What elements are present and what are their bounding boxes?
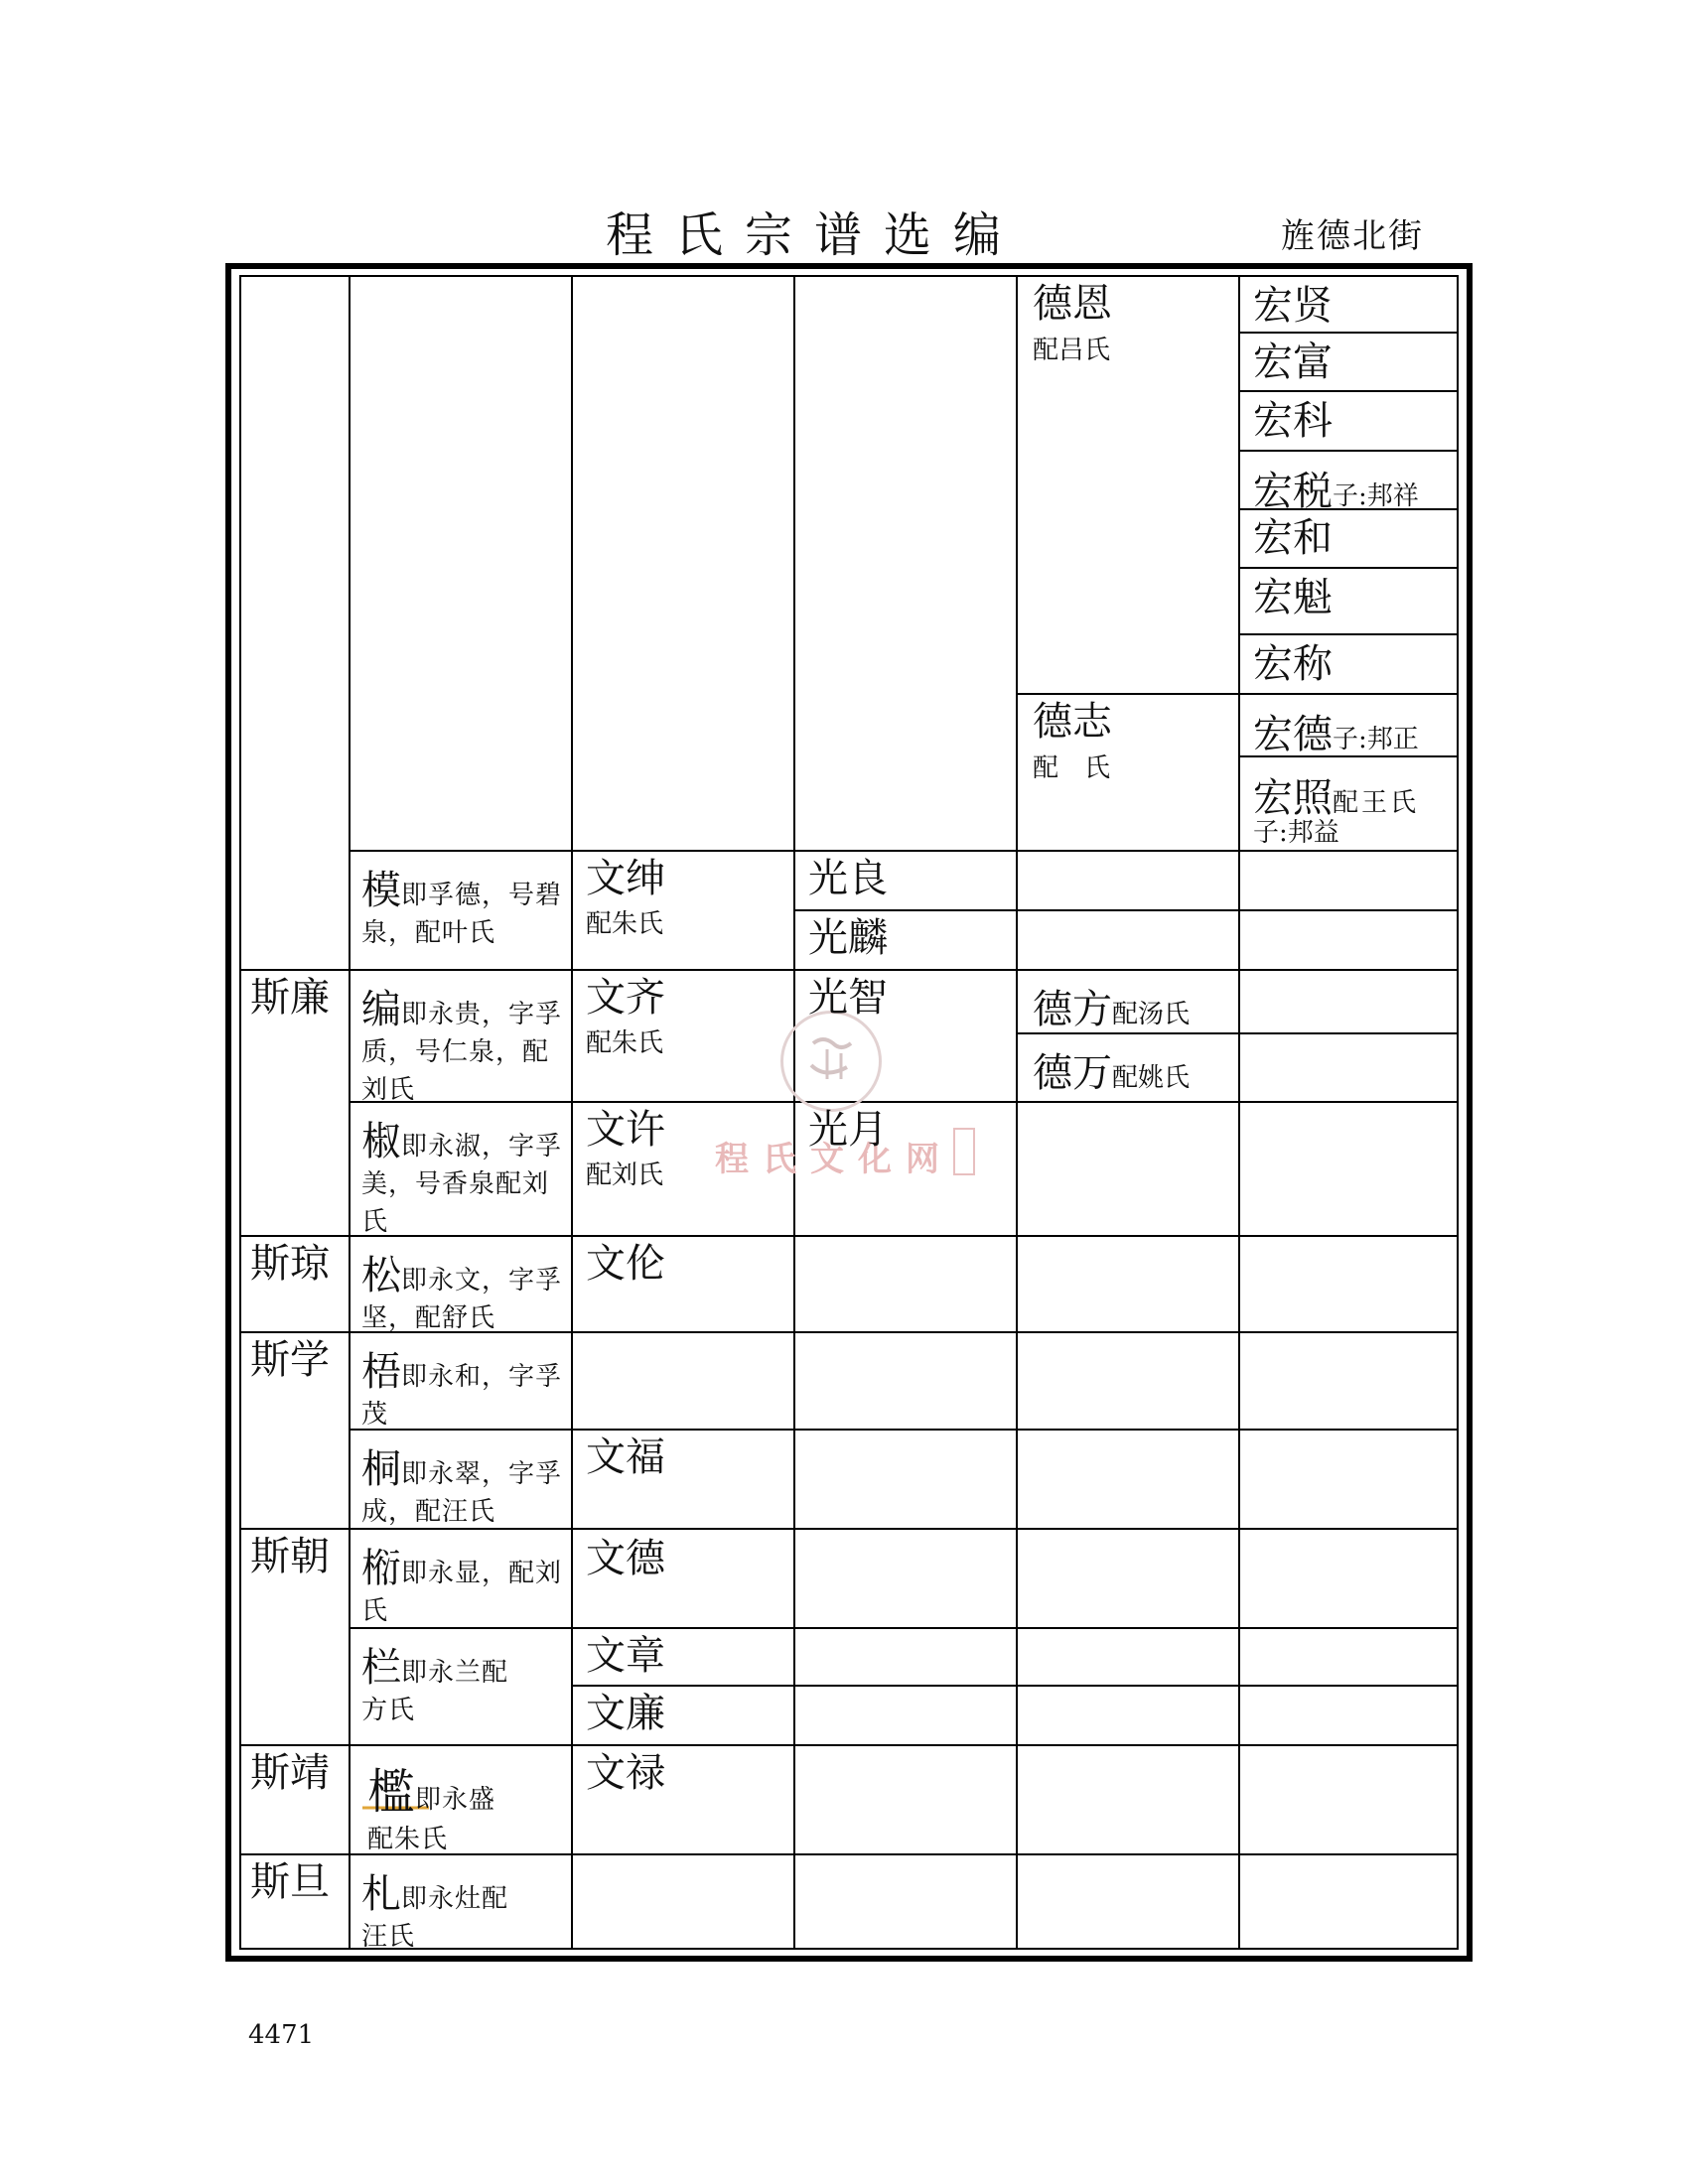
gen2-song [361, 1244, 564, 1338]
person-note: 即永文，字孚坚，配舒氏 [361, 1266, 563, 1333]
gen2-mo [361, 859, 564, 953]
person-note: 即永贵，字孚质，号仁泉，配刘氏 [361, 1000, 563, 1105]
gen3-wenxu-note: 配刘氏 [586, 1160, 664, 1190]
person-name: 宏德 [1253, 712, 1333, 757]
person-note: 子:邦祥 [1333, 481, 1419, 511]
gen1-sidan: 斯旦 [250, 1859, 330, 1905]
gen4-guangzhi: 光智 [808, 975, 888, 1021]
gen3-wenshen: 文绅 [586, 856, 665, 901]
gen6-hongshui [1253, 460, 1419, 516]
gen6-hongke: 宏科 [1253, 398, 1333, 444]
gen2-shu [361, 1110, 564, 1241]
gen6-hongzhao [1253, 766, 1419, 823]
person-note: 即永淑，字孚美，号香泉配刘氏 [361, 1132, 563, 1237]
watermark-text: 程氏文化网 [715, 1140, 953, 1179]
watermark-stamp-icon [953, 1128, 975, 1175]
gen2-wu [361, 1340, 564, 1434]
gen4-guangyue: 光月 [808, 1107, 888, 1153]
person-name: 模 [361, 868, 401, 913]
person-note: 即永和，字孚茂 [361, 1362, 563, 1430]
gen1-silian: 斯廉 [250, 975, 330, 1021]
gen3-wenxu: 文许 [586, 1107, 665, 1153]
page-title: 程氏宗谱选编 [606, 207, 1024, 263]
gen6-hongfu: 宏富 [1253, 340, 1333, 385]
person-name: 宏税 [1253, 469, 1333, 514]
page-subtitle: 旌德北街 [1281, 216, 1424, 256]
person-name: 德万 [1033, 1050, 1112, 1096]
gen3-wenlu: 文禄 [586, 1750, 665, 1796]
person-name: 德方 [1033, 987, 1112, 1032]
gen3-wenlun: 文伦 [586, 1241, 665, 1287]
person-name: 宏照 [1253, 775, 1333, 821]
gen3-wende: 文德 [586, 1536, 665, 1581]
gen6-hongcheng: 宏称 [1253, 641, 1333, 687]
gen6-hongzhao-son: 子:邦益 [1253, 818, 1339, 848]
gen5-deen: 德恩 [1033, 281, 1112, 327]
person-name: 梧 [361, 1349, 401, 1395]
person-name: 檻 [367, 1764, 416, 1820]
gen1-siqiong: 斯琼 [250, 1241, 330, 1287]
watermark-seal-icon [780, 1011, 882, 1112]
gen3-wenqi-note: 配朱氏 [586, 1028, 664, 1058]
gen2-xian [361, 1537, 564, 1631]
gen4-guanglin: 光麟 [808, 915, 888, 961]
gen1-sijing: 斯靖 [250, 1750, 330, 1796]
gen5-dezhi: 德志 [1033, 699, 1112, 745]
page-number: 4471 [248, 2020, 315, 2050]
gen1-sixue: 斯学 [250, 1337, 330, 1383]
gen3-wenshen-note: 配朱氏 [586, 909, 664, 939]
person-name: 编 [361, 987, 401, 1032]
person-name: 栏 [361, 1645, 401, 1691]
gen6-hongxian: 宏贤 [1253, 283, 1333, 329]
person-note: 即孚德，号碧泉，配叶氏 [361, 881, 563, 948]
gen3-wenzhang: 文章 [586, 1633, 665, 1679]
gen2-tong [361, 1437, 564, 1532]
gen5-defang [1033, 978, 1190, 1034]
gen2-sheng [367, 1753, 516, 1859]
gen6-honghe: 宏和 [1253, 515, 1333, 561]
gen3-wenqi: 文齐 [586, 975, 665, 1021]
person-note: 配汤氏 [1112, 1000, 1191, 1029]
gen6-hongde [1253, 703, 1419, 759]
gen4-guangliang: 光良 [808, 856, 888, 901]
gen5-dewan [1033, 1041, 1190, 1098]
person-name: 札 [361, 1871, 401, 1917]
person-note: 即永盛配朱氏 [367, 1785, 496, 1854]
person-note: 配王氏 [1333, 788, 1420, 818]
gen2-bian [361, 978, 564, 1109]
gen3-wenfu: 文福 [586, 1434, 665, 1480]
person-name: 桐 [361, 1446, 401, 1492]
person-name: 椼 [361, 1546, 401, 1591]
gen5-deen-note: 配吕氏 [1033, 336, 1111, 365]
person-note: 即永翠，字孚成，配汪氏 [361, 1459, 563, 1527]
person-name: 松 [361, 1253, 401, 1298]
gen2-lan [361, 1636, 510, 1730]
person-note: 即永灶配汪氏 [361, 1884, 509, 1952]
person-note: 即永显，配刘氏 [361, 1559, 563, 1626]
person-note: 子:邦正 [1333, 725, 1419, 754]
gen1-sichao: 斯朝 [250, 1534, 330, 1579]
gen5-dezhi-note: 配 氏 [1033, 753, 1111, 783]
person-note: 配姚氏 [1112, 1063, 1191, 1093]
gen6-hongkui: 宏魁 [1253, 575, 1333, 620]
gen3-wenlian: 文廉 [586, 1691, 665, 1736]
person-note: 即永兰配方氏 [361, 1658, 509, 1725]
person-name: 椒 [361, 1119, 401, 1164]
gen2-zha [361, 1862, 510, 1957]
